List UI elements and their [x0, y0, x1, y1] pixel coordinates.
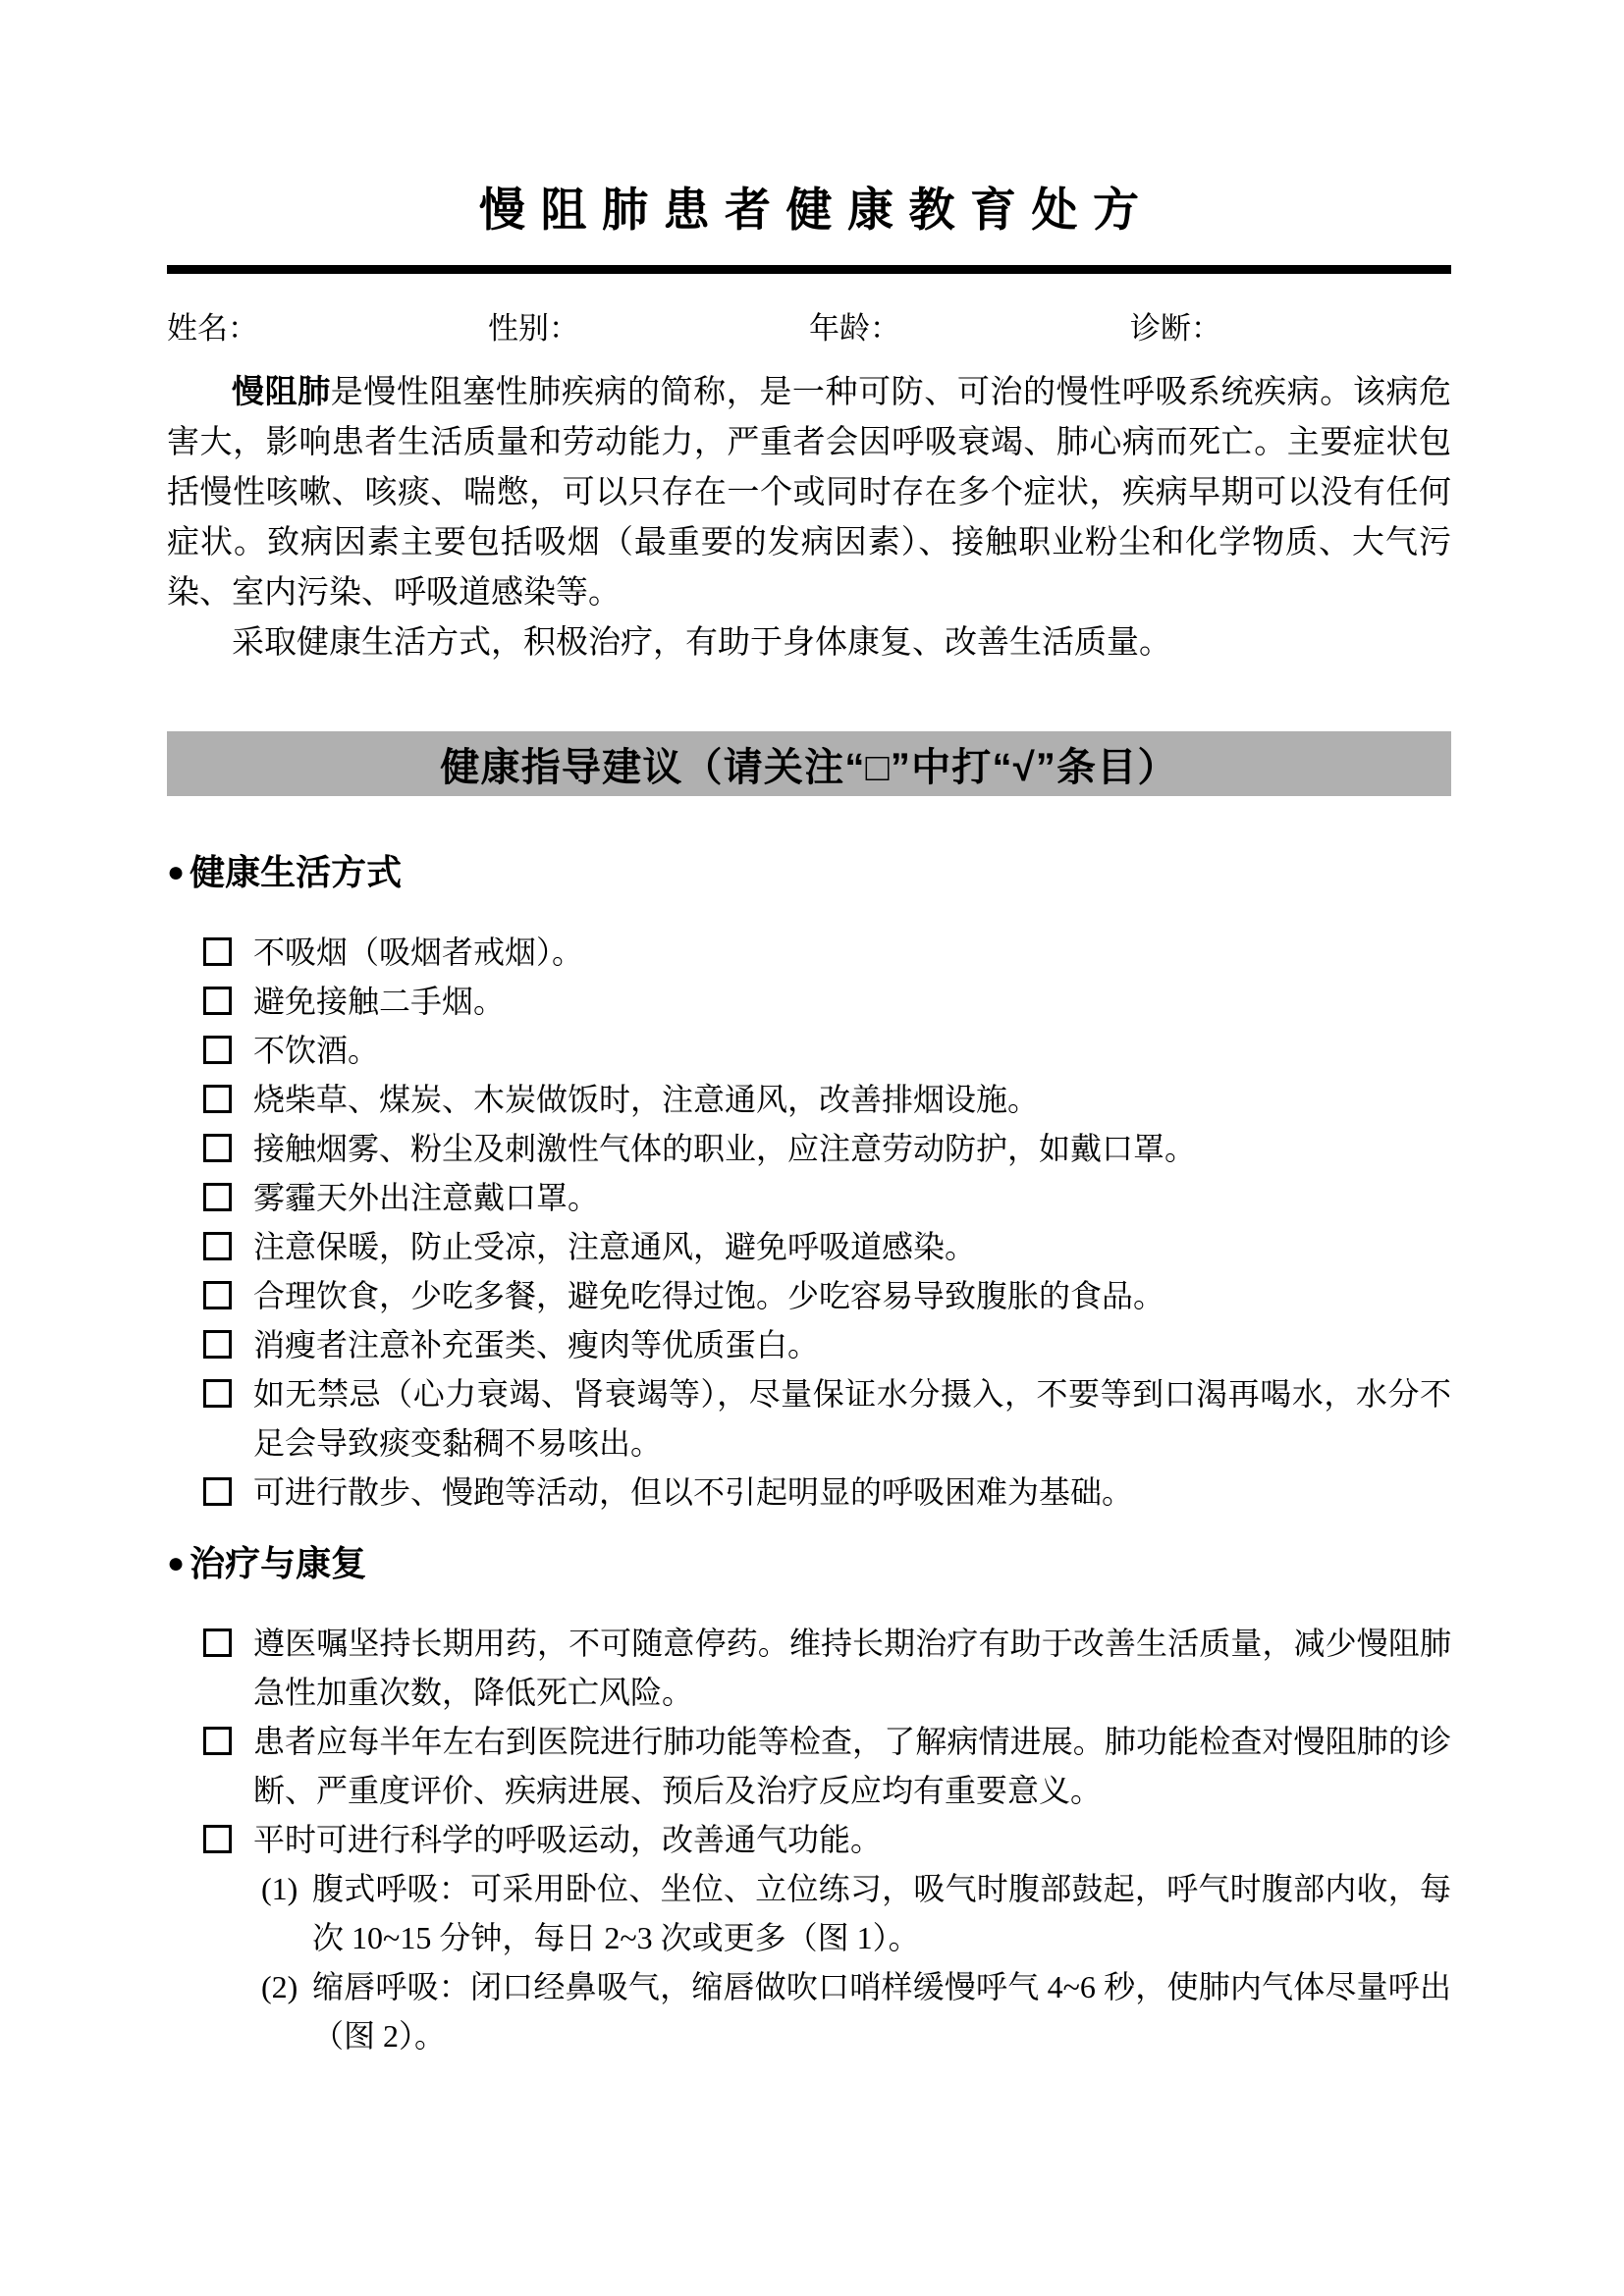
- checklist-item-body: [253, 1815, 1451, 2060]
- checklist-item-text: 注意保暖，防止受凉，注意通风，避免呼吸道感染。: [253, 1229, 977, 1264]
- sub-item-label: (1): [261, 1871, 298, 1906]
- patient-field-blank[interactable]: [900, 303, 1130, 339]
- checklist-item-body: [253, 1271, 1451, 1320]
- checklist-item-body: [253, 1717, 1451, 1815]
- intro-paragraph-1-text: 是慢性阻塞性肺疾病的简称，是一种可防、可治的慢性呼吸系统疾病。该病危害大，影响患者生活质量和劳动能力，严重者会因呼吸衰竭、肺心病而死亡。主要症状包括慢性咳嗽、咳痰、喘憋，可以只存在一个或同时存在多个症状，疾病早期可以没有任何症状。致病因素主要包括吸烟（最重要的发病因素）、接触职业粉尘和化学物质、大气污染、室内污染、呼吸道感染等。: [167, 375, 1451, 611]
- checklist-item: [167, 1124, 1451, 1173]
- checklist-lifestyle: [167, 928, 1451, 1517]
- bullet-icon: ●: [167, 856, 186, 888]
- page-title: 慢阻肺患者健康教育处方: [478, 184, 1155, 236]
- sub-item: [261, 1962, 1451, 2060]
- patient-field-blank[interactable]: [579, 303, 809, 339]
- checklist-item: [167, 1271, 1451, 1320]
- patient-field-label: 年龄：: [809, 311, 900, 346]
- checkbox[interactable]: [203, 1281, 232, 1309]
- checklist-item-text: 可进行散步、慢跑等活动，但以不引起明显的呼吸困难为基础。: [253, 1474, 1134, 1510]
- intro-paragraph-1: [167, 366, 1451, 618]
- checklist-item: [167, 1222, 1451, 1271]
- checkbox[interactable]: [203, 1477, 232, 1506]
- patient-field: [809, 303, 1130, 348]
- checklist-item: [167, 1619, 1451, 1717]
- checklist-item-text: 消瘦者注意补充蛋类、瘦肉等优质蛋白。: [253, 1327, 820, 1362]
- checklist-item-text: 平时可进行科学的呼吸运动，改善通气功能。: [253, 1822, 883, 1857]
- checklist-item-body: [253, 928, 1451, 977]
- patient-field-label: 性别：: [488, 311, 579, 346]
- intro-lead-term: 慢阻肺: [232, 373, 331, 409]
- sub-item-text: 缩唇呼吸：闭口经鼻吸气，缩唇做吹口哨样缓慢呼气 4~6 秒，使肺内气体尽量呼出（图 2）。: [312, 1969, 1451, 2054]
- checklist-item: [167, 1173, 1451, 1222]
- checklist-item-body: [253, 1619, 1451, 1717]
- sub-item-list: [253, 1864, 1451, 2060]
- checklist-item-body: [253, 1173, 1451, 1222]
- checklist-item: [167, 1320, 1451, 1369]
- checklist-item-body: [253, 1026, 1451, 1075]
- checkbox[interactable]: [203, 1232, 232, 1260]
- patient-field-label: 姓名：: [167, 311, 258, 346]
- checklist-item: [167, 1075, 1451, 1124]
- checkbox[interactable]: [203, 1825, 232, 1853]
- checklist-item-body: [253, 1320, 1451, 1369]
- checkbox[interactable]: [203, 1330, 232, 1359]
- checkbox[interactable]: [203, 1036, 232, 1064]
- checkbox[interactable]: [203, 1134, 232, 1162]
- checklist-item-body: [253, 1124, 1451, 1173]
- sub-item: [261, 1864, 1451, 1962]
- checklist-item: [167, 1815, 1451, 2060]
- checklist-item-text: 避免接触二手烟。: [253, 984, 506, 1019]
- checklist-item: [167, 1026, 1451, 1075]
- checkbox[interactable]: [203, 1629, 232, 1657]
- checklist-item-body: [253, 1369, 1451, 1468]
- guidance-banner-text: 健康指导建议（请关注“□”中打“√”条目）: [440, 745, 1178, 789]
- checklist-item-body: [253, 1222, 1451, 1271]
- patient-field: [167, 303, 488, 348]
- checklist-item-text: 雾霾天外出注意戴口罩。: [253, 1180, 600, 1215]
- intro-paragraph-2: 采取健康生活方式，积极治疗，有助于身体康复、改善生活质量。: [232, 625, 1171, 661]
- checkbox[interactable]: [203, 1183, 232, 1211]
- checklist-item: [167, 928, 1451, 977]
- patient-field-label: 诊断：: [1130, 311, 1221, 346]
- checklist-item-text: 不吸烟（吸烟者戒烟）。: [253, 934, 584, 970]
- checklist-item-text: 合理饮食，少吃多餐，避免吃得过饱。少吃容易导致腹胀的食品。: [253, 1278, 1165, 1313]
- title-divider: [167, 265, 1451, 274]
- checklist-treatment: [167, 1619, 1451, 2060]
- checklist-item-text: 烧柴草、煤炭、木炭做饭时，注意通风，改善排烟设施。: [253, 1082, 1040, 1117]
- guidance-banner: [167, 731, 1451, 796]
- checklist-item-text: 患者应每半年左右到医院进行肺功能等检查，了解病情进展。肺功能检查对慢阻肺的诊断、严重度评价、疾病进展、预后及治疗反应均有重要意义。: [253, 1724, 1451, 1808]
- checkbox[interactable]: [203, 1379, 232, 1408]
- checklist-item: [167, 1369, 1451, 1468]
- section-title-lifestyle: 健康生活方式: [189, 852, 403, 892]
- checklist-item: [167, 1468, 1451, 1517]
- patient-field: [488, 303, 809, 348]
- checklist-item-text: 如无禁忌（心力衰竭、肾衰竭等），尽量保证水分摄入，不要等到口渴再喝水，水分不足会导致痰变黏稠不易咳出。: [253, 1376, 1451, 1461]
- checklist-item-text: 接触烟雾、粉尘及刺激性气体的职业，应注意劳动防护，如戴口罩。: [253, 1131, 1197, 1166]
- section-header-treatment: [167, 1544, 1451, 1583]
- section-title-treatment: 治疗与康复: [189, 1543, 367, 1583]
- checklist-item: [167, 1717, 1451, 1815]
- patient-field: [1130, 303, 1451, 348]
- checkbox[interactable]: [203, 987, 232, 1015]
- intro-section: [167, 366, 1451, 668]
- checkbox[interactable]: [203, 1727, 232, 1755]
- checklist-item-body: [253, 1468, 1451, 1517]
- checklist-item: [167, 977, 1451, 1026]
- checklist-item-body: [253, 977, 1451, 1026]
- patient-info-row: [167, 303, 1451, 348]
- bullet-icon: ●: [167, 1547, 186, 1579]
- section-header-lifestyle: [167, 853, 1451, 892]
- checkbox[interactable]: [203, 937, 232, 966]
- checklist-item-body: [253, 1075, 1451, 1124]
- checklist-item-text: 不饮酒。: [253, 1033, 380, 1068]
- checklist-item-text: 遵医嘱坚持长期用药，不可随意停药。维持长期治疗有助于改善生活质量，减少慢阻肺急性加重次数，降低死亡风险。: [253, 1626, 1451, 1710]
- checkbox[interactable]: [203, 1085, 232, 1113]
- sub-item-text: 腹式呼吸：可采用卧位、坐位、立位练习，吸气时腹部鼓起，呼气时腹部内收，每次 10~15 分钟，每日 2~3 次或更多（图 1）。: [312, 1871, 1451, 1955]
- patient-field-blank[interactable]: [1221, 303, 1451, 339]
- sub-item-label: (2): [261, 1969, 298, 2004]
- patient-field-blank[interactable]: [258, 303, 488, 339]
